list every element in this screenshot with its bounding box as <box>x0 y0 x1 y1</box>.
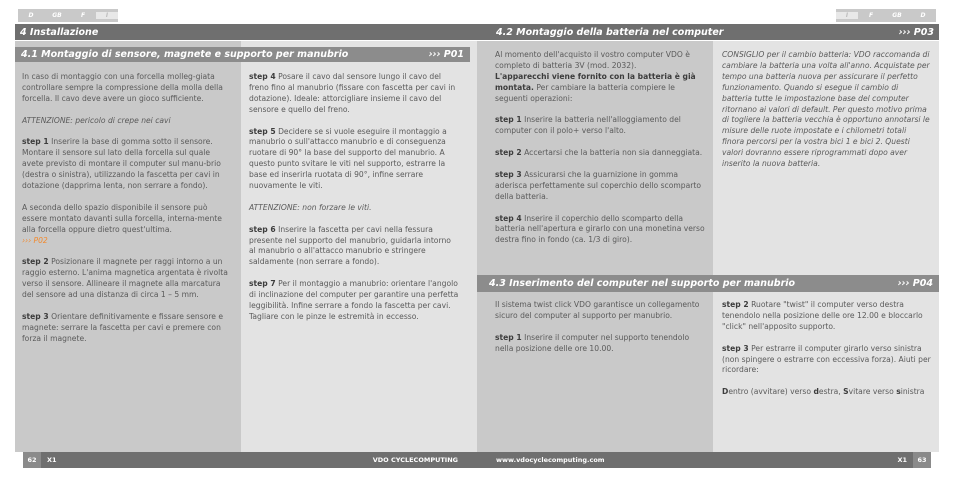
paragraph: Per cambiare la batteria compiere le seguenti operazioni: <box>495 82 675 103</box>
chapter-bar-left <box>15 24 477 40</box>
step-text: Inserire il computer nel supporto tenendolo nella posizione delle ore 10.00. <box>495 332 690 353</box>
step-text: Decidere se si vuole eseguire il montaggio a manubrio o sull'attacco manubrio e di conseguenza ruotare di 90° la base del supporto del manubrio. A questo punto svitare le viti nel supporto, estrarre la base ed inserirla ruotata di 90°, infine serrare nuovamente le viti. <box>249 126 447 191</box>
step-label: step 2 <box>22 257 49 267</box>
paragraph: In caso di montaggio con una forcella molleg-giata controllare sempre la compressione della molla della forcella. Il cavo deve avere un gioco sufficiente. <box>22 72 223 103</box>
brand-name: VDO CYCLECOMPUTING <box>372 456 458 464</box>
page-number: 62 <box>23 452 41 468</box>
step-label: step 4 <box>495 213 522 223</box>
step-text: Ruotare "twist" il computer verso destra tenendolo nella posizione delle ore 12.00 e bloccarlo "click" nell'apposito supporto. <box>722 300 923 331</box>
lang-tab[interactable]: D <box>920 12 926 19</box>
step-label: step 1 <box>495 115 522 125</box>
mnemonic-text: inistra <box>900 387 925 397</box>
step-label: step 3 <box>722 343 749 353</box>
battery-tip: CONSIGLIO per il cambio batteria: VDO raccomanda di cambiare la batteria una volta all'anno. Acquistate per tempo una batteria nuova per assicurare il perfetto funzionamento. Quando si esegue il cambio di batteria tutte le impostazione base del computer ritornano ai valori di default. Per questo motivo prima di togliere la batteria vecchia è opportuno annotarsi le misure delle ruote impostate e i chilometri totali finora percorsi per la vostra bici 1 e bici 2. Questi valori dovranno essere riprogrammati dopo aver inserito la nuova batteria. <box>722 50 930 169</box>
warning-text: ATTENZIONE: pericolo di crepe nei cavi <box>22 115 171 125</box>
warning-text: ATTENZIONE: non forzare le viti. <box>249 202 372 212</box>
language-strip-left <box>18 9 118 22</box>
footer-left <box>23 452 477 468</box>
section-4-3-col1 <box>495 300 705 365</box>
section-4-2-col1 <box>495 50 705 257</box>
mnemonic-letter: D <box>722 387 729 397</box>
section-4-1-bar <box>15 47 470 62</box>
step-label: step 5 <box>249 126 276 136</box>
section-4-2-col2 <box>722 50 930 181</box>
section-4-1-ref[interactable]: ››› P01 <box>428 49 464 60</box>
paragraph: A seconda dello spazio disponibile il sensore può essere montato davanti sulla forcella, interna-mente alla forcella oppure dietro quest'ultima. <box>22 202 222 234</box>
mnemonic-letter: d <box>813 387 819 397</box>
chapter-bar-right <box>477 24 939 40</box>
step-label: step 2 <box>495 148 522 158</box>
lang-tab[interactable]: GB <box>52 12 62 19</box>
section-4-1-col2 <box>249 72 459 334</box>
step-label: step 7 <box>249 279 276 289</box>
mnemonic-text: estra, <box>818 387 844 397</box>
website-url[interactable]: www.vdocyclecomputing.com <box>496 456 605 464</box>
step-text: Posizionare il magnete per raggi intorno a un raggio esterno. L'anima magnetica argentata è rivolta verso il sensore. Allineare il magnete alla marcatura del sensore ad una distanza di circa 1 – 5 mm. <box>22 257 228 300</box>
section-4-3-ref[interactable]: ››› P04 <box>897 278 933 289</box>
lang-tab-active[interactable]: I <box>96 12 118 19</box>
mnemonic-letter: s <box>896 387 901 397</box>
step-text: Per estrarre il computer girarlo verso sinistra (non spingere o estrarre con eccessiva forza). Aiuti per ricordare: <box>722 343 931 375</box>
mnemonic <box>722 387 932 398</box>
section-4-2-ref[interactable]: ››› P03 <box>898 26 934 38</box>
language-strip-right <box>836 9 936 22</box>
lang-tab-active[interactable]: I <box>836 12 858 19</box>
step-label: step 3 <box>22 311 49 321</box>
section-4-1-title: 4.1 Montaggio di sensore, magnete e supporto per manubrio <box>21 49 349 60</box>
step-label: step 2 <box>722 300 749 309</box>
section-4-3-bar <box>477 275 939 292</box>
step-text: Orientare definitivamente e fissare sensore e magnete: serrare la fascetta per cavi e premere con forza il magnete. <box>22 311 224 343</box>
paragraph: Il sistema twist click VDO garantisce un collegamento sicuro del computer al supporto per manubrio. <box>495 300 700 320</box>
chapter-title: 4 Installazione <box>20 26 99 38</box>
lang-tab[interactable]: D <box>28 12 34 19</box>
lang-tab[interactable]: GB <box>892 12 902 19</box>
figure-link[interactable]: ››› P02 <box>22 235 48 245</box>
step-text: Tagliare con le pinze le estremità in eccesso. <box>249 311 419 321</box>
step-label: step 1 <box>495 332 522 342</box>
mnemonic-text: entro (avvitare) verso <box>728 387 814 397</box>
step-text: Accertarsi che la batteria non sia danneggiata. <box>521 148 703 158</box>
model-name: X1 <box>897 456 907 464</box>
section-4-2-title: 4.2 Montaggio della batteria nel computer <box>496 26 724 38</box>
lang-tab[interactable]: F <box>80 12 86 19</box>
step-label: step 6 <box>249 224 276 234</box>
model-name: X1 <box>47 456 57 464</box>
mnemonic-text: vitare verso <box>848 387 897 397</box>
step-text: Inserire la base di gomma sotto il sensore. Montare il sensore sul lato della forcella sul quale avete previsto di montare il computer sul manu-brio (destra o sinistra), utilizzando la fascetta per cavi in dotazione (dapprima lenta, non serrare a fondo). <box>22 137 221 191</box>
step-text: Posare il cavo dal sensore lungo il cavo del freno fino al manubrio (fissare con fascetta per cavi in dotazione). Ideale: attorcigliare insieme il cavo del sensore e quello del freno. <box>249 72 456 114</box>
step-text: Inserire la fascetta per cavi nella fessura presente nel supporto del manubrio, guidarla intorno al manubrio o all'attacco manubrio e stringere saldamente (non serrare a fondo). <box>249 224 451 267</box>
section-4-3-title: 4.3 Inserimento del computer nel supporto per manubrio <box>489 278 796 289</box>
step-label: step 1 <box>22 137 49 147</box>
step-text: Per il montaggio a manubrio: orientare l'angolo di inclinazione del computer per garantire una perfetta leggibilità. Infine serrare a fondo la fascetta per cavi. <box>249 279 459 310</box>
step-label: step 4 <box>249 72 276 81</box>
paragraph: Al momento dell'acquisto il vostro computer VDO è completo di batteria 3V (mod. 2032). <box>495 50 690 70</box>
page-number: 63 <box>913 452 931 468</box>
section-4-1-col1 <box>22 72 232 355</box>
step-text: Inserire la batteria nell'alloggiamento del computer con il polo+ verso l'alto. <box>495 115 681 136</box>
footer-right <box>477 452 931 468</box>
section-4-3-col2 <box>722 300 932 409</box>
mnemonic-letter: S <box>843 387 849 397</box>
step-label: step 3 <box>495 169 522 179</box>
step-text: Assicurarsi che la guarnizione in gomma aderisca perfettamente sul coperchio dello scomparto della batteria. <box>495 169 701 201</box>
lang-tab[interactable]: F <box>868 12 874 19</box>
step-text: Inserire il coperchio dello scomparto della batteria nell'apertura e girarlo con una monetina verso destra fino in fondo (ca. 1/3 di giro). <box>495 213 705 245</box>
paragraph-bold: L'apparecchi viene fornito con la batteria è già montata. <box>495 71 696 92</box>
